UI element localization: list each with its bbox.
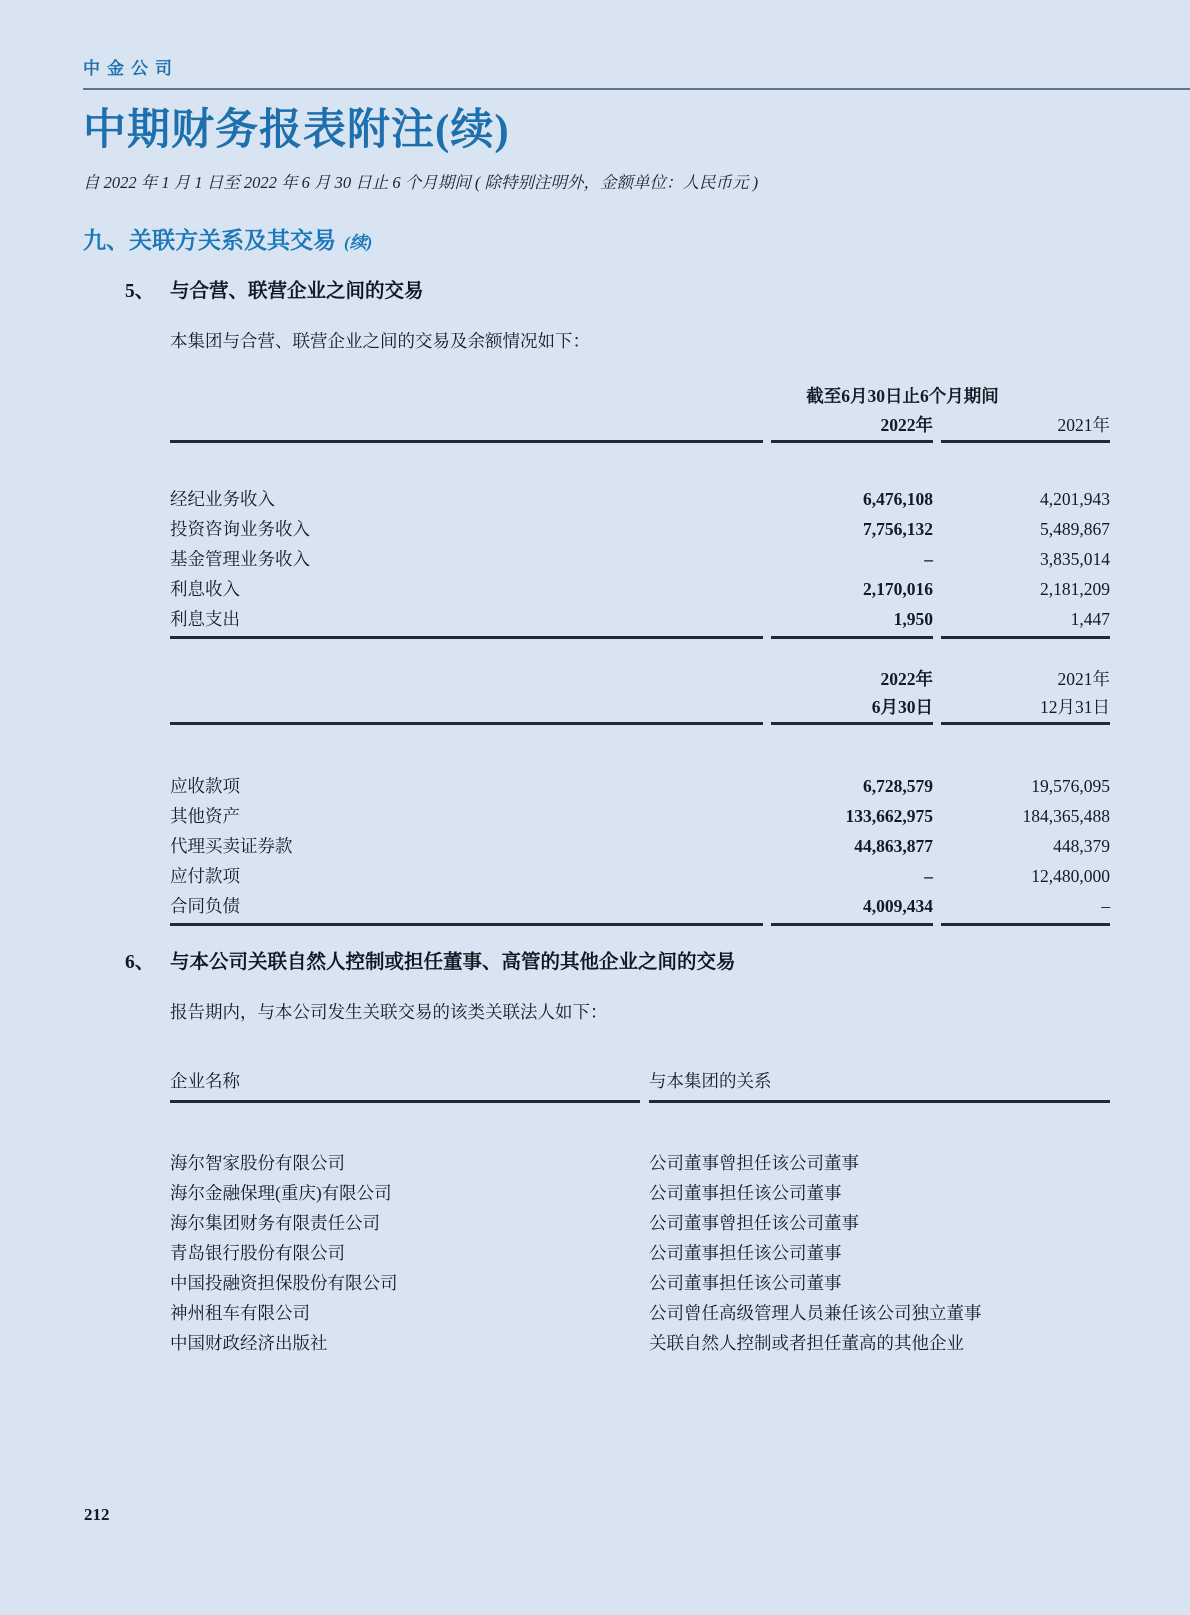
balances-table xyxy=(170,666,1110,926)
header-rule xyxy=(83,88,1190,90)
row-label: 利息支出 xyxy=(170,609,240,630)
period-span-header: 截至6月30日止6个月期间 xyxy=(806,386,999,407)
row-label: 经纪业务收入 xyxy=(170,489,275,510)
subsection-6-heading xyxy=(125,946,1110,974)
col-header-relation: 与本集团的关系 xyxy=(649,1071,772,1092)
row-label: 代理买卖证券款 xyxy=(170,836,293,857)
entity-row xyxy=(170,1330,1110,1360)
value-2022: 2,170,016 xyxy=(863,579,933,600)
transactions-table xyxy=(170,383,1110,639)
value-jun30: 133,662,975 xyxy=(845,806,933,827)
row-label: 应收款项 xyxy=(170,776,240,797)
col-header-2021: 2021年 xyxy=(1057,669,1110,690)
page-number: 212 xyxy=(84,1505,110,1524)
value-jun30: – xyxy=(924,866,933,887)
entity-name: 中国投融资担保股份有限公司 xyxy=(170,1273,398,1294)
period-span-header-row xyxy=(170,383,1110,412)
subsection-5-number: 5、 xyxy=(125,281,155,303)
table-rule xyxy=(170,440,1110,443)
value-jun30: 6,728,579 xyxy=(863,776,933,797)
entity-name: 青岛银行股份有限公司 xyxy=(170,1243,345,1264)
section-title: 关联方关系及其交易 xyxy=(129,228,336,254)
row-label: 应付款项 xyxy=(170,866,240,887)
section-number: 九、 xyxy=(83,228,129,254)
entity-row xyxy=(170,1210,1110,1240)
col-header-2022: 2022年 xyxy=(880,415,933,436)
entity-relation: 公司董事担任该公司董事 xyxy=(649,1183,842,1204)
entity-relation: 公司曾任高级管理人员兼任该公司独立董事 xyxy=(649,1303,982,1324)
subsection-5-heading xyxy=(125,275,1110,303)
table-row xyxy=(170,863,1110,893)
table-row xyxy=(170,576,1110,606)
value-dec31: 19,576,095 xyxy=(1031,776,1110,797)
entity-relation: 公司董事曾担任该公司董事 xyxy=(649,1213,859,1234)
value-dec31: – xyxy=(1101,896,1110,917)
col-header-date-2022: 6月30日 xyxy=(871,697,933,718)
section-continued-marker: (续) xyxy=(344,233,373,253)
entity-relation: 关联自然人控制或者担任董高的其他企业 xyxy=(649,1333,964,1354)
entity-row xyxy=(170,1150,1110,1180)
entity-relation: 公司董事担任该公司董事 xyxy=(649,1243,842,1264)
row-label: 基金管理业务收入 xyxy=(170,549,310,570)
value-2022: 6,476,108 xyxy=(863,489,933,510)
entity-row xyxy=(170,1300,1110,1330)
value-2022: 7,756,132 xyxy=(863,519,933,540)
entity-name: 神州租车有限公司 xyxy=(170,1303,310,1324)
entities-header-row xyxy=(170,1068,1110,1100)
entity-relation: 公司董事曾担任该公司董事 xyxy=(649,1153,859,1174)
value-dec31: 448,379 xyxy=(1053,836,1110,857)
value-dec31: 184,365,488 xyxy=(1022,806,1110,827)
page-title: 中期财务报表附注(续) xyxy=(83,107,510,154)
row-label: 合同负债 xyxy=(170,896,240,917)
col-header-entity-name: 企业名称 xyxy=(170,1071,240,1092)
year-header-row xyxy=(170,412,1110,440)
value-jun30: 4,009,434 xyxy=(863,896,933,917)
table-row xyxy=(170,833,1110,863)
col-header-2021: 2021年 xyxy=(1057,415,1110,436)
value-jun30: 44,863,877 xyxy=(854,836,933,857)
date-header-row xyxy=(170,694,1110,722)
entity-name: 海尔集团财务有限责任公司 xyxy=(170,1213,380,1234)
col-header-2022: 2022年 xyxy=(880,669,933,690)
entity-name: 海尔金融保理(重庆)有限公司 xyxy=(170,1183,392,1204)
row-label: 其他资产 xyxy=(170,806,240,827)
entity-name: 中国财政经济出版社 xyxy=(170,1333,328,1354)
table-rule xyxy=(170,636,1110,639)
table-row xyxy=(170,486,1110,516)
related-entities-table xyxy=(170,1068,1110,1360)
table-row xyxy=(170,773,1110,803)
subsection-5-intro: 本集团与合营、联营企业之间的交易及余额情况如下： xyxy=(170,331,590,352)
subsection-5-title: 与合营、联营企业之间的交易 xyxy=(170,281,424,303)
entity-row xyxy=(170,1270,1110,1300)
subsection-6-number: 6、 xyxy=(125,952,155,974)
value-2021: 1,447 xyxy=(1070,609,1110,630)
table-row xyxy=(170,546,1110,576)
value-dec31: 12,480,000 xyxy=(1031,866,1110,887)
year-header-row xyxy=(170,666,1110,694)
row-label: 利息收入 xyxy=(170,579,240,600)
value-2022: 1,950 xyxy=(893,609,933,630)
table-rule xyxy=(170,722,1110,725)
subsection-6-title: 与本公司关联自然人控制或担任董事、高管的其他企业之间的交易 xyxy=(170,952,736,974)
table-row xyxy=(170,803,1110,833)
table-rule xyxy=(170,923,1110,926)
col-header-date-2021: 12月31日 xyxy=(1040,697,1110,718)
row-label: 投资咨询业务收入 xyxy=(170,519,310,540)
value-2021: 5,489,867 xyxy=(1040,519,1110,540)
section-heading xyxy=(83,222,1110,255)
table-row xyxy=(170,893,1110,923)
entity-row xyxy=(170,1180,1110,1210)
value-2021: 4,201,943 xyxy=(1040,489,1110,510)
page-subtitle: 自 2022 年 1 月 1 日至 2022 年 6 月 30 日止 6 个月期间 ( 除特别注明外，金额单位：人民币元 ) xyxy=(83,173,759,193)
subsection-6-intro: 报告期内，与本公司发生关联交易的该类关联法人如下： xyxy=(170,1002,608,1023)
value-2021: 2,181,209 xyxy=(1040,579,1110,600)
company-brand: 中金公司 xyxy=(83,59,179,78)
table-row xyxy=(170,516,1110,546)
entity-name: 海尔智家股份有限公司 xyxy=(170,1153,345,1174)
value-2022: – xyxy=(924,549,933,570)
value-2021: 3,835,014 xyxy=(1040,549,1110,570)
entity-relation: 公司董事担任该公司董事 xyxy=(649,1273,842,1294)
table-row xyxy=(170,606,1110,636)
entity-row xyxy=(170,1240,1110,1270)
